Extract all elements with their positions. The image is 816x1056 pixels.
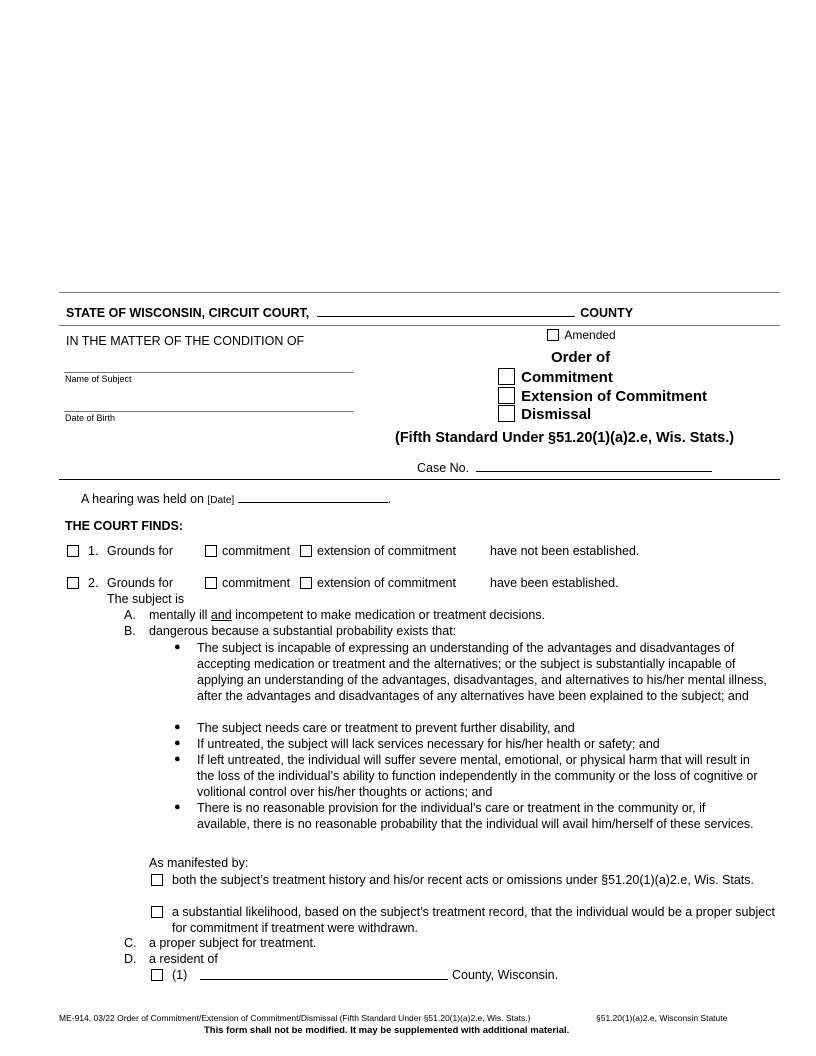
item-a-letter: A. bbox=[124, 608, 136, 622]
resident-county-label: County, Wisconsin. bbox=[452, 968, 559, 982]
fifth-standard-subtitle: (Fifth Standard Under §51.20(1)(a)2.e, Wis. Stats.) bbox=[395, 430, 735, 446]
dismissal-checkbox[interactable] bbox=[498, 405, 515, 422]
hearing-text: A hearing was held on bbox=[81, 492, 205, 506]
name-of-subject-label: Name of Subject bbox=[65, 374, 132, 384]
bullet-5-dot: ● bbox=[174, 801, 181, 813]
bullet-2-text: The subject needs care or treatment to prevent further disability, and bbox=[197, 721, 575, 735]
finding2-number: 2. bbox=[88, 576, 99, 590]
amended-checkbox[interactable] bbox=[547, 329, 559, 341]
extension-label: Extension of Commitment bbox=[521, 388, 708, 405]
bullet-2-dot: ● bbox=[174, 721, 181, 733]
date-of-birth-label: Date of Birth bbox=[65, 413, 116, 423]
finding1-extension-label: extension of commitment bbox=[317, 544, 456, 558]
resident-option1-checkbox[interactable] bbox=[151, 969, 163, 981]
in-matter-label: IN THE MATTER OF THE CONDITION OF bbox=[66, 334, 305, 348]
county-label: COUNTY bbox=[580, 306, 634, 320]
footer-form-id: ME-914, 03/22 Order of Commitment/Extension of Commitment/Dismissal (Fifth Standard Under §51.20(1)(a)2.e, Wis. Stats.) bbox=[59, 1013, 531, 1023]
footer-statute: §51.20(1)(a)2.e, Wisconsin Statute bbox=[596, 1013, 728, 1023]
state-court-label: STATE OF WISCONSIN, CIRCUIT COURT, bbox=[66, 306, 310, 320]
subject-name-line[interactable] bbox=[64, 372, 354, 373]
case-no-field[interactable] bbox=[476, 461, 712, 472]
hearing-date-field[interactable] bbox=[238, 493, 388, 503]
header-bottom-rule bbox=[59, 479, 780, 480]
dismissal-option bbox=[498, 405, 591, 423]
finding2-extension-label: extension of commitment bbox=[317, 576, 456, 590]
item-b-text: dangerous because a substantial probability exists that: bbox=[149, 624, 457, 638]
finding1-extension-checkbox[interactable] bbox=[300, 545, 312, 557]
bullet-4-dot: ● bbox=[174, 753, 181, 765]
resident-county-field[interactable] bbox=[200, 968, 448, 980]
item-d-letter: D. bbox=[124, 952, 137, 966]
extension-option bbox=[498, 387, 707, 405]
header-top-rule bbox=[59, 292, 780, 293]
item-a-post: incompetent to make medication or treatment decisions. bbox=[235, 608, 546, 622]
commitment-checkbox[interactable] bbox=[498, 368, 515, 385]
bullet-3-dot: ● bbox=[174, 737, 181, 749]
finding2-extension-checkbox[interactable] bbox=[300, 577, 312, 589]
manifested-label: As manifested by: bbox=[149, 856, 249, 870]
item-d-text: a resident of bbox=[149, 952, 218, 966]
manifested-option2-text: a substantial likelihood, based on the subject’s treatment record, that the individual would be a proper subject for commitment if treatment were withdrawn. bbox=[172, 905, 775, 935]
item-b-letter: B. bbox=[124, 624, 136, 638]
manifested-option2-checkbox[interactable] bbox=[151, 906, 163, 918]
amended-option bbox=[547, 328, 616, 342]
date-of-birth-line[interactable] bbox=[64, 411, 354, 412]
finding1-commitment-checkbox[interactable] bbox=[205, 545, 217, 557]
finding1-result: have not been established. bbox=[490, 544, 640, 558]
footer-notice: This form shall not be modified. It may be supplemented with additional material. bbox=[204, 1025, 570, 1036]
bullet-4-text: If left untreated, the individual will suffer severe mental, emotional, or physical harm that will result in the loss of the individual’s ability to function independently in the community or the loss of cognitive or volitional control over his/her thoughts or actions; and bbox=[197, 753, 758, 799]
item-a-pre: mentally ill bbox=[149, 608, 208, 622]
bullet-1-dot: ● bbox=[174, 641, 181, 653]
commitment-option bbox=[498, 368, 613, 386]
hearing-line bbox=[81, 492, 391, 506]
item-a-text bbox=[149, 608, 545, 622]
dismissal-label: Dismissal bbox=[521, 406, 592, 423]
finding1-grounds: Grounds for bbox=[107, 544, 174, 558]
court-finds-heading: THE COURT FINDS: bbox=[65, 519, 184, 533]
bullet-5-text: There is no reasonable provision for the individual’s care or treatment in the community or, if available, there is no reasonable probability that the individual will avail him/herself of these services. bbox=[197, 801, 754, 831]
extension-checkbox[interactable] bbox=[498, 387, 515, 404]
manifested-option1-checkbox[interactable] bbox=[151, 874, 163, 886]
resident-option1-number: (1) bbox=[172, 968, 188, 982]
case-no-label: Case No. bbox=[417, 461, 470, 475]
amended-label: Amended bbox=[564, 328, 616, 342]
item-a-and: and bbox=[210, 608, 232, 622]
hearing-period: . bbox=[387, 492, 392, 506]
finding2-commitment-checkbox[interactable] bbox=[205, 577, 217, 589]
hearing-date-label: [Date] bbox=[207, 495, 235, 506]
subject-is-label: The subject is bbox=[107, 592, 185, 606]
header-second-rule bbox=[59, 325, 780, 326]
finding2-result: have been established. bbox=[490, 576, 619, 590]
item-c-text: a proper subject for treatment. bbox=[149, 936, 317, 950]
case-number bbox=[417, 461, 712, 475]
item-c-letter: C. bbox=[124, 936, 137, 950]
court-heading bbox=[66, 306, 633, 320]
finding2-grounds: Grounds for bbox=[107, 576, 174, 590]
county-name-field[interactable] bbox=[317, 307, 575, 317]
bullet-3-text: If untreated, the subject will lack services necessary for his/her health or safety; and bbox=[197, 737, 660, 751]
manifested-option1-text: both the subject’s treatment history and his/or recent acts or omissions under §51.20(1)(a)2.e, Wis. Stats. bbox=[172, 873, 754, 887]
finding2-commitment-label: commitment bbox=[222, 576, 291, 590]
order-of-title: Order of bbox=[551, 349, 611, 366]
finding2-checkbox[interactable] bbox=[67, 577, 79, 589]
finding1-commitment-label: commitment bbox=[222, 544, 291, 558]
commitment-label: Commitment bbox=[521, 369, 613, 386]
finding1-number: 1. bbox=[88, 544, 99, 558]
bullet-1-text: The subject is incapable of expressing an understanding of the advantages and disadvantages of accepting medication or treatment and the alternatives; or the subject is substantially incapable of applying an understanding of the advantages, disadvantages, and alternatives to his/her mental illness, after the advantages and disadvantages of any alternatives have been explained to the subject; and bbox=[197, 641, 767, 703]
finding1-checkbox[interactable] bbox=[67, 545, 79, 557]
